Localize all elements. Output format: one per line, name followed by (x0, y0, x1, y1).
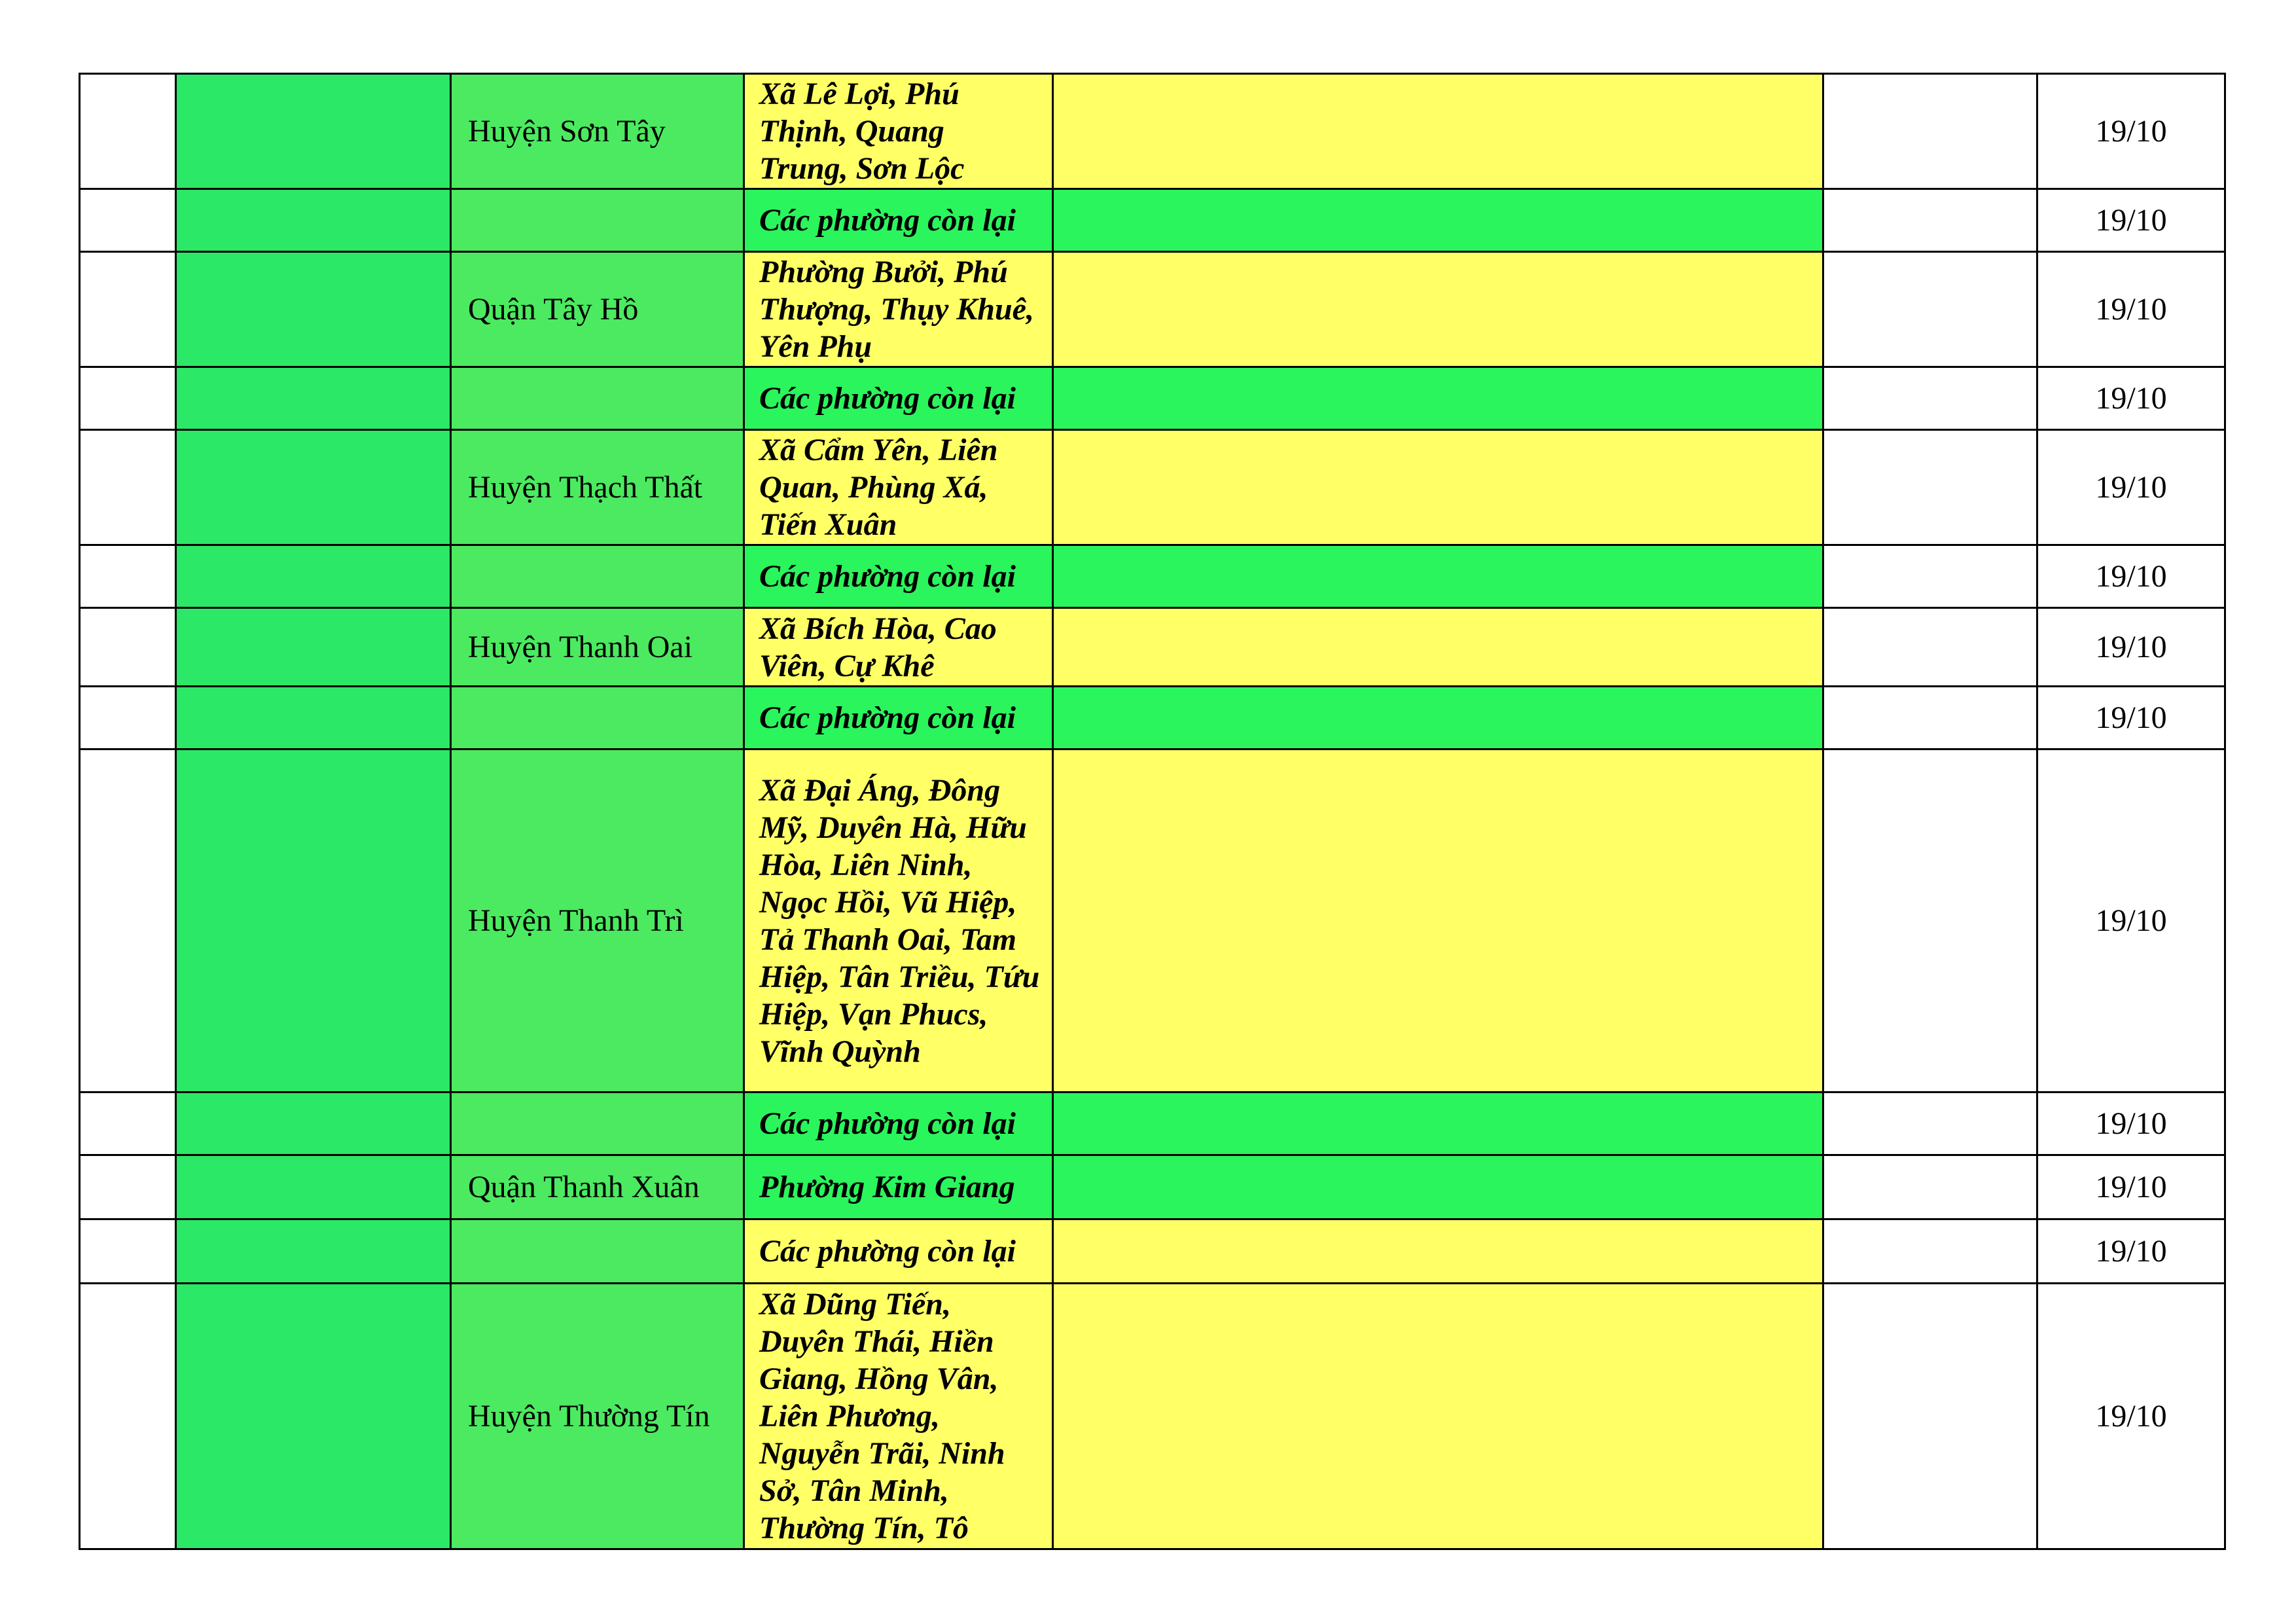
province-cell (176, 1219, 451, 1284)
table-row (80, 430, 2225, 545)
table-row (80, 1092, 2225, 1155)
date-cell: 19/10 (2037, 749, 2225, 1092)
table-row (80, 74, 2225, 189)
level-cell (1053, 1092, 1823, 1155)
area-cell: Xã Lê Lợi, Phú Thịnh, Quang Trung, Sơn Lộc (744, 74, 1053, 189)
area-cell: Phường Kim Giang (744, 1155, 1053, 1219)
table-row (80, 608, 2225, 687)
index-cell (80, 608, 176, 687)
note-cell (1823, 252, 2037, 367)
note-cell (1823, 189, 2037, 252)
province-cell (176, 189, 451, 252)
note-cell (1823, 545, 2037, 608)
note-cell (1823, 1155, 2037, 1219)
area-cell: Phường Bưởi, Phú Thượng, Thụy Khuê, Yên Phụ (744, 252, 1053, 367)
index-cell (80, 430, 176, 545)
index-cell (80, 1155, 176, 1219)
province-cell (176, 252, 451, 367)
district-cell (451, 189, 744, 252)
area-cell: Các phường còn lại (744, 545, 1053, 608)
area-cell: Các phường còn lại (744, 687, 1053, 749)
table-row (80, 1284, 2225, 1549)
level-cell (1053, 608, 1823, 687)
district-cell: Huyện Thanh Oai (451, 608, 744, 687)
province-cell (176, 74, 451, 189)
note-cell (1823, 367, 2037, 430)
level-cell (1053, 430, 1823, 545)
date-cell: 19/10 (2037, 189, 2225, 252)
table-row (80, 367, 2225, 430)
province-cell (176, 545, 451, 608)
level-cell (1053, 252, 1823, 367)
date-cell: 19/10 (2037, 1284, 2225, 1549)
date-cell: 19/10 (2037, 608, 2225, 687)
table-row (80, 1155, 2225, 1219)
date-cell: 19/10 (2037, 1155, 2225, 1219)
level-cell (1053, 1155, 1823, 1219)
province-cell (176, 1092, 451, 1155)
note-cell (1823, 687, 2037, 749)
note-cell (1823, 1092, 2037, 1155)
zone-table (79, 73, 2226, 1550)
date-cell: 19/10 (2037, 74, 2225, 189)
district-cell: Huyện Thanh Trì (451, 749, 744, 1092)
level-cell (1053, 189, 1823, 252)
district-cell: Quận Thanh Xuân (451, 1155, 744, 1219)
province-cell (176, 367, 451, 430)
province-cell (176, 430, 451, 545)
district-cell: Quận Tây Hồ (451, 252, 744, 367)
date-cell: 19/10 (2037, 1219, 2225, 1284)
province-cell (176, 608, 451, 687)
level-cell (1053, 367, 1823, 430)
area-cell: Các phường còn lại (744, 367, 1053, 430)
index-cell (80, 74, 176, 189)
level-cell (1053, 749, 1823, 1092)
province-cell (176, 687, 451, 749)
note-cell (1823, 1219, 2037, 1284)
level-cell (1053, 74, 1823, 189)
area-cell: Xã Bích Hòa, Cao Viên, Cự Khê (744, 608, 1053, 687)
area-cell: Xã Dũng Tiến, Duyên Thái, Hiền Giang, Hồng Vân, Liên Phương, Nguyễn Trãi, Ninh Sở, Tân Minh, Thường Tín, Tô (744, 1284, 1053, 1549)
date-cell: 19/10 (2037, 545, 2225, 608)
area-cell: Xã Cẩm Yên, Liên Quan, Phùng Xá, Tiến Xuân (744, 430, 1053, 545)
province-cell (176, 1155, 451, 1219)
index-cell (80, 545, 176, 608)
level-cell (1053, 687, 1823, 749)
date-cell: 19/10 (2037, 687, 2225, 749)
note-cell (1823, 608, 2037, 687)
index-cell (80, 1092, 176, 1155)
level-cell (1053, 1219, 1823, 1284)
date-cell: 19/10 (2037, 252, 2225, 367)
district-cell (451, 687, 744, 749)
district-cell (451, 1092, 744, 1155)
district-cell: Huyện Thạch Thất (451, 430, 744, 545)
date-cell: 19/10 (2037, 430, 2225, 545)
index-cell (80, 749, 176, 1092)
index-cell (80, 687, 176, 749)
table-row (80, 545, 2225, 608)
level-cell (1053, 1284, 1823, 1549)
district-cell (451, 545, 744, 608)
index-cell (80, 189, 176, 252)
level-cell (1053, 545, 1823, 608)
index-cell (80, 1284, 176, 1549)
index-cell (80, 252, 176, 367)
note-cell (1823, 74, 2037, 189)
district-cell: Huyện Sơn Tây (451, 74, 744, 189)
province-cell (176, 1284, 451, 1549)
area-cell: Các phường còn lại (744, 1092, 1053, 1155)
table-row (80, 252, 2225, 367)
table-row (80, 189, 2225, 252)
date-cell: 19/10 (2037, 367, 2225, 430)
province-cell (176, 749, 451, 1092)
table-row (80, 749, 2225, 1092)
district-cell: Huyện Thường Tín (451, 1284, 744, 1549)
note-cell (1823, 1284, 2037, 1549)
index-cell (80, 367, 176, 430)
note-cell (1823, 430, 2037, 545)
date-cell: 19/10 (2037, 1092, 2225, 1155)
table-row (80, 687, 2225, 749)
area-cell: Xã Đại Áng, Đông Mỹ, Duyên Hà, Hữu Hòa, Liên Ninh, Ngọc Hồi, Vũ Hiệp, Tả Thanh Oai, Tam Hiệp, Tân Triều, Tứu Hiệp, Vạn Phucs, Vĩnh Quỳnh (744, 749, 1053, 1092)
area-cell: Các phường còn lại (744, 1219, 1053, 1284)
area-cell: Các phường còn lại (744, 189, 1053, 252)
index-cell (80, 1219, 176, 1284)
district-cell (451, 367, 744, 430)
district-cell (451, 1219, 744, 1284)
note-cell (1823, 749, 2037, 1092)
table-row (80, 1219, 2225, 1284)
